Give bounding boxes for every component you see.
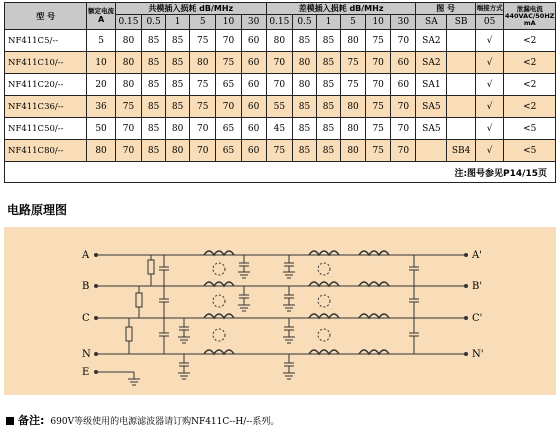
cell-dm: 75	[366, 140, 391, 162]
cell-cm: 80	[115, 52, 141, 74]
cell-cm: 85	[142, 140, 166, 162]
cell-leak: <2	[504, 96, 556, 118]
cell-cm: 65	[216, 140, 241, 162]
cell-cm: 60	[241, 140, 266, 162]
y-capacitors	[179, 255, 294, 373]
cell-cm: 60	[241, 118, 266, 140]
cell-cm: 85	[166, 30, 190, 52]
cell-leak: <2	[504, 52, 556, 74]
header-terminal	[475, 3, 504, 15]
header-cm-loss: 共模插入损耗 dB/MHz	[115, 3, 266, 15]
cell-dm: 85	[316, 140, 340, 162]
header-figure: 图 号	[416, 3, 475, 15]
cell-dm: 85	[293, 140, 317, 162]
label-c: C	[82, 313, 90, 324]
table-row	[5, 140, 556, 162]
figure-sb: SB	[447, 15, 476, 30]
cell-dm: 60	[391, 52, 416, 74]
cell-dm: 80	[340, 96, 365, 118]
cell-cm: 70	[216, 96, 241, 118]
label-a: A	[82, 250, 90, 261]
freq-dm-0: 0.15	[266, 15, 292, 30]
ferrite-markers	[213, 263, 330, 341]
cell-term: √	[475, 118, 504, 140]
cell-sb: SB4	[447, 140, 476, 162]
cell-leak: <5	[504, 140, 556, 162]
cell-cm: 85	[166, 74, 190, 96]
cell-dm: 55	[266, 96, 292, 118]
cell-dm: 80	[340, 30, 365, 52]
header-model: 型 号	[5, 3, 87, 30]
cell-cm: 85	[142, 96, 166, 118]
header-leakage-unit: mA	[523, 18, 536, 27]
cell-sb	[447, 118, 476, 140]
label-b: B	[82, 281, 90, 292]
cell-dm: 60	[391, 74, 416, 96]
cell-term: √	[475, 140, 504, 162]
table-row	[5, 118, 556, 140]
label-b-out: B'	[472, 281, 483, 292]
freq-dm-2: 1	[316, 15, 340, 30]
cell-dm: 70	[391, 140, 416, 162]
cell-dm: 45	[266, 118, 292, 140]
cell-cm: 85	[142, 74, 166, 96]
resistor	[148, 260, 154, 274]
cell-sa: SA5	[416, 118, 447, 140]
cell-dm: 85	[316, 96, 340, 118]
freq-cm-3: 5	[190, 15, 216, 30]
cell-cm: 75	[216, 52, 241, 74]
cell-leak: <5	[504, 118, 556, 140]
cell-dm: 75	[340, 52, 365, 74]
cell-sa: SA1	[416, 74, 447, 96]
label-n: N	[82, 349, 91, 360]
section-title: 电路原理图	[7, 203, 68, 217]
cell-dm: 75	[266, 140, 292, 162]
resistor	[126, 327, 132, 341]
ground-symbols	[128, 272, 295, 385]
header-rated-current-unit: A	[97, 15, 105, 24]
table-note-row	[5, 162, 556, 183]
cell-dm: 75	[366, 96, 391, 118]
header-leakage-cond: 440VAC/50HZ	[504, 11, 555, 20]
table-row	[5, 74, 556, 96]
cell-cm: 80	[115, 74, 141, 96]
cell-dm: 70	[266, 74, 292, 96]
resistor	[136, 293, 142, 307]
cell-cm: 80	[115, 30, 141, 52]
cell-dm: 70	[391, 118, 416, 140]
cell-dm: 80	[340, 118, 365, 140]
cell-cm: 75	[190, 74, 216, 96]
cell-dm: 85	[293, 118, 317, 140]
freq-cm-4: 10	[216, 15, 241, 30]
remark-text: 690V等级使用的电源滤波器请订购NF411C--H/--系列。	[50, 417, 280, 427]
cell-cm: 75	[190, 30, 216, 52]
cell-dm: 80	[340, 140, 365, 162]
bullet-square-icon	[6, 417, 14, 425]
circuit-diagram	[4, 227, 556, 395]
header-leakage	[504, 3, 556, 30]
cell-dm: 70	[391, 96, 416, 118]
freq-dm-4: 10	[366, 15, 391, 30]
cell-dm: 75	[366, 30, 391, 52]
cell-model: NF411C36/--	[5, 96, 87, 118]
cell-term: √	[475, 96, 504, 118]
cell-dm: 80	[293, 52, 317, 74]
cell-dm: 70	[366, 74, 391, 96]
cell-cm: 60	[241, 74, 266, 96]
cell-leak: <2	[504, 74, 556, 96]
label-e: E	[82, 367, 90, 378]
cell-current: 50	[87, 118, 116, 140]
cell-term: √	[475, 30, 504, 52]
cell-dm: 85	[316, 52, 340, 74]
cell-leak: <2	[504, 30, 556, 52]
cell-current: 80	[87, 140, 116, 162]
cell-dm: 80	[266, 30, 292, 52]
cell-term: √	[475, 74, 504, 96]
cell-sb	[447, 74, 476, 96]
cell-dm: 85	[316, 118, 340, 140]
cell-cm: 85	[166, 96, 190, 118]
cell-current: 5	[87, 30, 116, 52]
cell-sb	[447, 30, 476, 52]
cell-cm: 65	[216, 118, 241, 140]
cell-dm: 70	[266, 52, 292, 74]
cell-dm: 75	[340, 74, 365, 96]
cell-dm: 85	[316, 30, 340, 52]
freq-cm-0: 0.15	[115, 15, 141, 30]
freq-cm-5: 30	[241, 15, 266, 30]
cell-dm: 70	[366, 52, 391, 74]
cell-cm: 70	[190, 140, 216, 162]
cell-cm: 60	[241, 96, 266, 118]
cell-model: NF411C50/--	[5, 118, 87, 140]
cell-sa: SA2	[416, 52, 447, 74]
cell-current: 20	[87, 74, 116, 96]
cell-sa: SA5	[416, 96, 447, 118]
cell-dm: 70	[391, 30, 416, 52]
cell-dm: 85	[293, 96, 317, 118]
cell-cm: 60	[241, 30, 266, 52]
cell-cm: 85	[142, 118, 166, 140]
label-n-out: N'	[472, 349, 484, 360]
cell-cm: 85	[142, 52, 166, 74]
cell-sa: SA2	[416, 30, 447, 52]
cell-cm: 75	[190, 96, 216, 118]
label-c-out: C'	[472, 313, 483, 324]
freq-cm-1: 0.5	[142, 15, 166, 30]
remark	[6, 412, 279, 428]
cell-sa	[416, 140, 447, 162]
cell-cm: 60	[241, 52, 266, 74]
cell-cm: 85	[166, 52, 190, 74]
cell-cm: 70	[216, 30, 241, 52]
spec-table	[4, 2, 556, 183]
cell-current: 36	[87, 96, 116, 118]
label-a-out: A'	[472, 250, 482, 261]
cell-cm: 80	[166, 118, 190, 140]
cell-sb	[447, 96, 476, 118]
cell-cm: 70	[115, 118, 141, 140]
cell-cm: 85	[142, 30, 166, 52]
cell-cm: 70	[190, 118, 216, 140]
cell-current: 10	[87, 52, 116, 74]
header-leakage-label: 泄漏电流	[516, 4, 543, 13]
cell-sb	[447, 52, 476, 74]
cell-cm: 65	[216, 74, 241, 96]
cell-model: NF411C20/--	[5, 74, 87, 96]
figure-sa: SA	[416, 15, 447, 30]
cell-dm: 75	[366, 118, 391, 140]
table-row	[5, 30, 556, 52]
cell-cm: 80	[190, 52, 216, 74]
header-terminal-label: 端接方式	[476, 4, 503, 12]
cell-dm: 85	[293, 30, 317, 52]
freq-dm-3: 5	[340, 15, 365, 30]
cell-cm: 70	[115, 140, 141, 162]
remark-label: 备注:	[18, 414, 45, 427]
header-rated-current-label: 额定电流	[88, 7, 115, 15]
cell-term: √	[475, 52, 504, 74]
cell-dm: 85	[316, 74, 340, 96]
table-row	[5, 52, 556, 74]
table-row	[5, 96, 556, 118]
freq-dm-1: 0.5	[293, 15, 317, 30]
terminal-05: 05	[475, 15, 504, 30]
choke-coils	[204, 251, 389, 354]
cell-dm: 80	[293, 74, 317, 96]
cell-cm: 80	[166, 140, 190, 162]
circuit-svg	[4, 227, 556, 395]
cell-model: NF411C5/--	[5, 30, 87, 52]
cell-cm: 75	[115, 96, 141, 118]
freq-cm-2: 1	[166, 15, 190, 30]
table-note: 注:图号参见P14/15页	[5, 162, 556, 183]
cell-model: NF411C10/--	[5, 52, 87, 74]
freq-dm-5: 30	[391, 15, 416, 30]
cell-model: NF411C80/--	[5, 140, 87, 162]
header-rated-current	[87, 3, 116, 30]
header-dm-loss: 差模插入损耗 dB/MHz	[266, 3, 416, 15]
